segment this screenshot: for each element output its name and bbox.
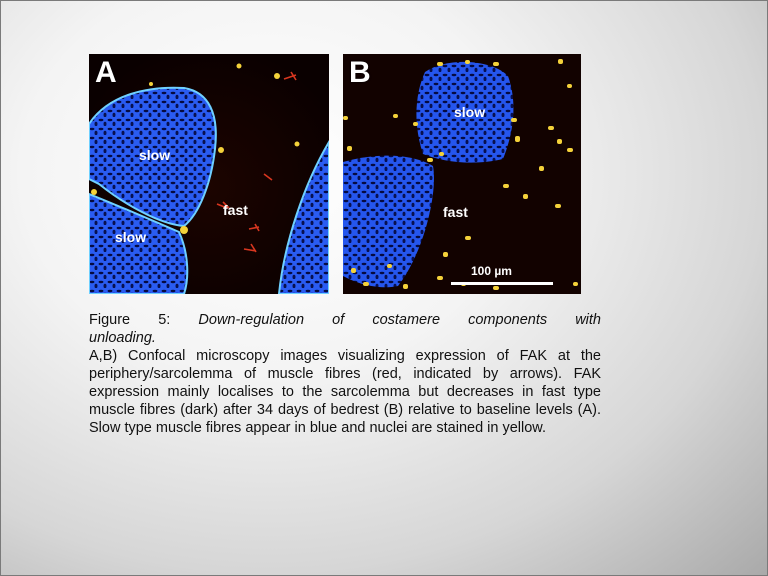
figure-caption	[89, 311, 601, 437]
figure-label: Figure 5:	[89, 312, 171, 328]
caption-title-italic-cont: unloading.	[89, 330, 156, 346]
panel-a-fast-label: fast	[223, 202, 248, 218]
panel-a-slow-label-bottom: slow	[115, 229, 147, 245]
panel-b-fast-label: fast	[443, 204, 468, 220]
panel-a-slow-label-top: slow	[139, 147, 171, 163]
micrograph-a-image	[89, 54, 329, 294]
panel-b-letter: B	[349, 56, 371, 89]
caption-title-italic: Down-regulation of costamere components with	[198, 312, 601, 328]
caption-title-line	[89, 311, 601, 329]
caption-body: A,B) Confocal microscopy images visualizing expression of FAK at the periphery/sarcolemma of muscle fibres (red, indicated by arrows). FAK expression mainly localises to the sarcolemma but decreases in fast type muscle fibres (dark) after 34 days of bedrest (B) relative to baseline levels (A). Slow type muscle fibres appear in blue and nuclei are stained in yellow.	[89, 348, 601, 436]
scale-bar-label: 100 µm	[471, 264, 512, 278]
panel-a-letter: A	[95, 56, 117, 89]
panel-b-slow-label: slow	[454, 104, 486, 120]
micrograph-panel-a	[89, 54, 329, 294]
micrograph-panel-b	[343, 54, 581, 294]
micrograph-b-image	[343, 54, 581, 294]
scale-bar-line	[451, 282, 553, 285]
